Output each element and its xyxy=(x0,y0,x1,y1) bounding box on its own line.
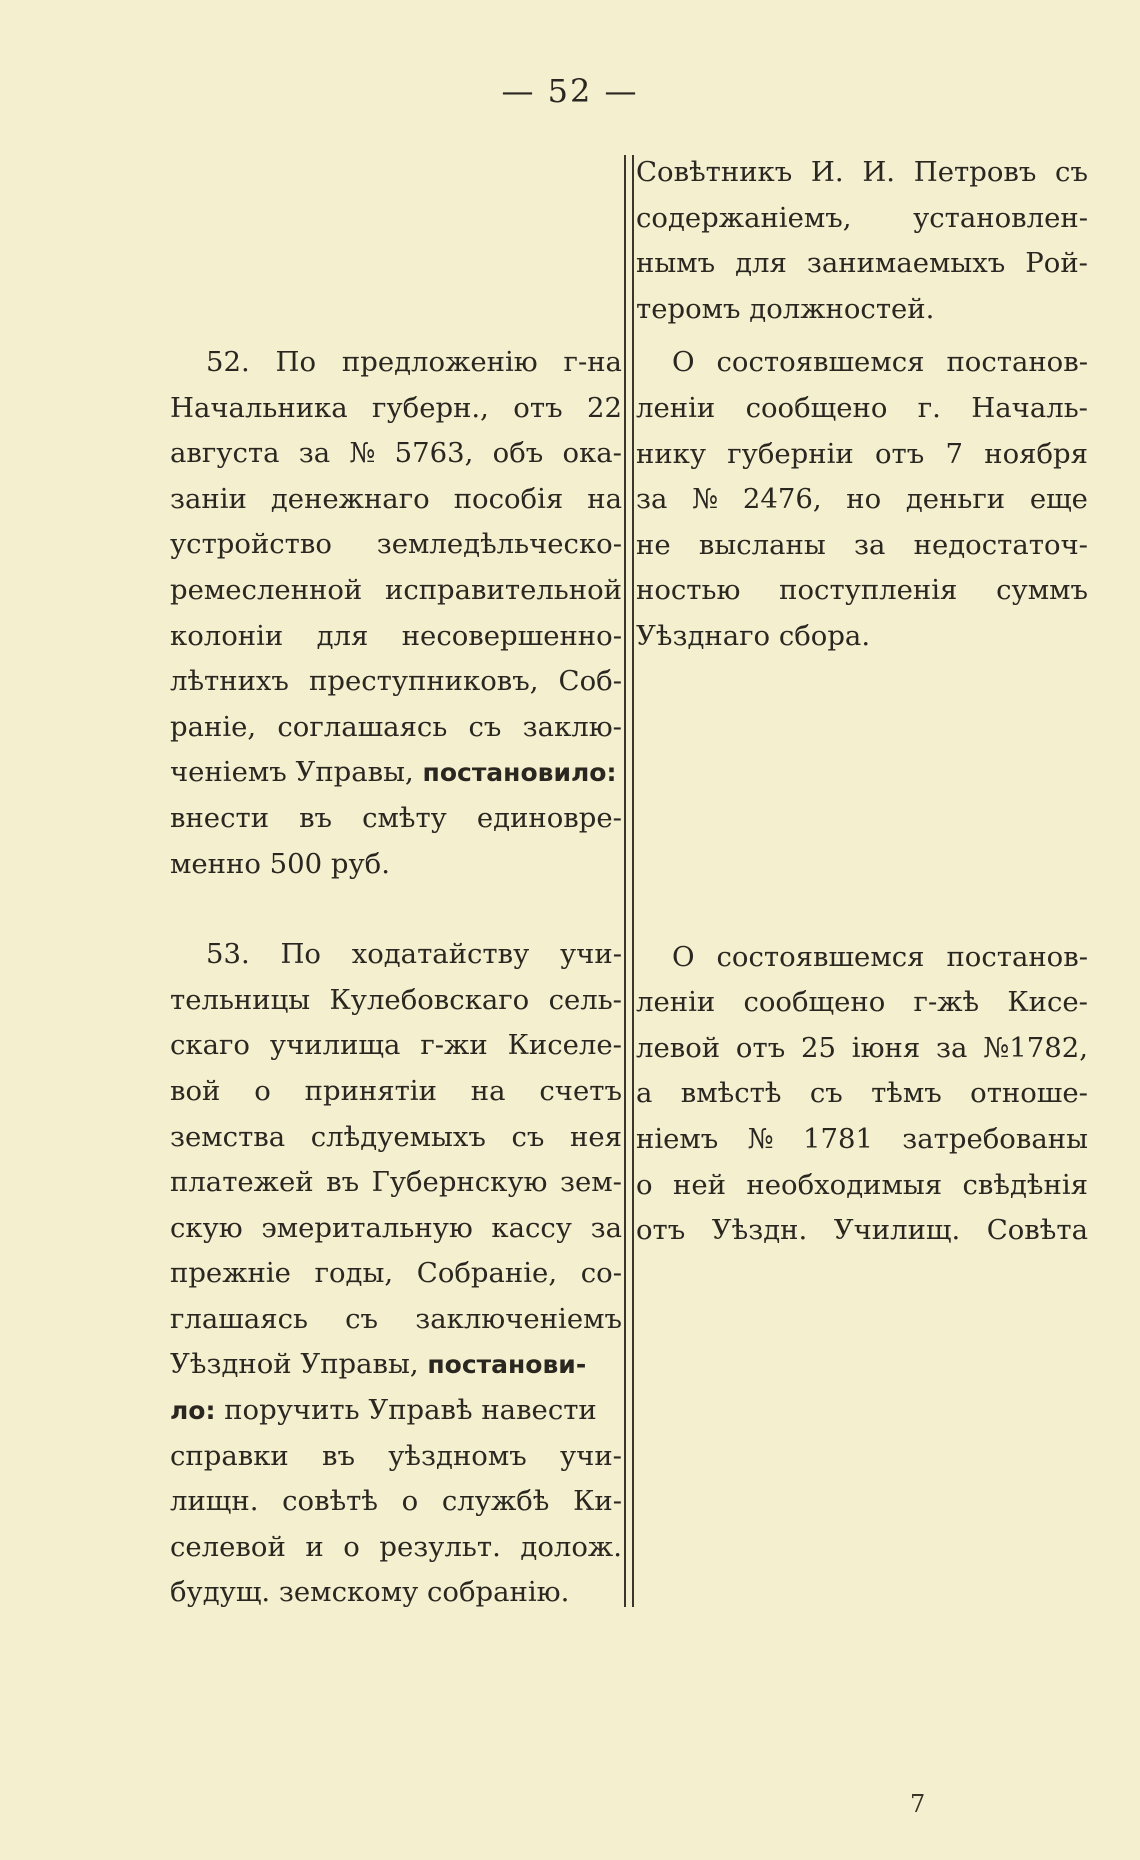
text-line: августа за № 5763, объ ока- xyxy=(170,437,622,470)
text-line: земства слѣдуемыхъ съ нея xyxy=(170,1120,622,1153)
text-line: леніи сообщено г. Началь- xyxy=(636,391,1088,424)
text-line: платежей въ Губернскую зем- xyxy=(170,1166,622,1199)
text-line: менно 500 руб. xyxy=(170,847,390,880)
text-line: а вмѣстѣ съ тѣмъ отноше- xyxy=(636,1077,1088,1110)
resolution-word: постановило: xyxy=(422,758,617,788)
continuation-text xyxy=(636,150,1088,332)
text-line: раніе, соглашаясь съ заклю- xyxy=(170,710,622,743)
text-line: 53. По ходатайству учи- xyxy=(206,938,622,971)
text-line: будущ. земскому собранію. xyxy=(170,1576,570,1609)
text-line: ремесленной исправительной xyxy=(170,573,622,606)
text-line: справки въ уѣздномъ учи- xyxy=(170,1439,622,1472)
text-line: не высланы за недостаточ- xyxy=(636,528,1088,561)
right-column xyxy=(636,150,1088,1254)
text-line: О состоявшемся постанов- xyxy=(672,940,1088,973)
text-line: ностью поступленія суммъ xyxy=(636,574,1088,607)
item-52 xyxy=(170,340,622,887)
left-column xyxy=(170,150,622,1616)
resolution-word: постанови- xyxy=(427,1350,587,1380)
text-line: Уѣздной Управы, постанови- xyxy=(170,1348,587,1381)
text-line: нику губерніи отъ 7 ноября xyxy=(636,437,1088,470)
text-line: теромъ должностей. xyxy=(636,292,935,325)
column-divider-left xyxy=(624,155,626,1607)
text-line: внести въ смѣту единовре- xyxy=(170,801,622,834)
text-line: нымъ для занимаемыхъ Рой- xyxy=(636,247,1088,280)
text-line: Уѣзднаго сбора. xyxy=(636,619,871,652)
text-line: левой отъ 25 іюня за №1782, xyxy=(636,1031,1088,1064)
text-line: глашаясь съ заключеніемъ xyxy=(170,1302,622,1335)
column-divider-right xyxy=(632,155,634,1607)
text-line: 52. По предложенію г-на xyxy=(206,346,622,378)
text-line: лищн. совѣтѣ о службѣ Ки- xyxy=(170,1485,622,1518)
text-line: заніи денежнаго пособія на xyxy=(170,482,622,515)
text-line: О состоявшемся постанов- xyxy=(672,346,1088,379)
text-line: скаго училища г-жи Киселе- xyxy=(170,1029,622,1062)
text-line: Совѣтникъ И. И. Петровъ съ xyxy=(636,156,1088,188)
text-line: ченіемъ Управы, постановило: xyxy=(170,756,617,789)
text-line: леніи сообщено г-жѣ Кисе- xyxy=(636,986,1088,1019)
page-number: — 52 — xyxy=(501,72,639,110)
text-line: прежніе годы, Собраніе, со- xyxy=(170,1257,622,1290)
text-line: Начальника губерн., отъ 22 xyxy=(170,391,622,424)
text-line: скую эмеритальную кассу за xyxy=(170,1211,622,1244)
text-line: за № 2476, но деньги еще xyxy=(636,483,1088,516)
text-line: устройство земледѣльческо- xyxy=(170,528,622,561)
text-line: ніемъ № 1781 затребованы xyxy=(636,1122,1088,1155)
text-line: содержаніемъ, установлен- xyxy=(636,201,1088,234)
text-line: колоніи для несовершенно- xyxy=(170,619,622,652)
text-line: лѣтнихъ преступниковъ, Соб- xyxy=(170,665,622,698)
text-line: о ней необходимыя свѣдѣнія xyxy=(636,1168,1088,1201)
text-line: селевой и о результ. долож. xyxy=(170,1530,622,1563)
resolution-word: ло: xyxy=(170,1396,216,1426)
signature-mark: 7 xyxy=(910,1790,926,1818)
item-53 xyxy=(170,932,622,1616)
note-52 xyxy=(636,340,1088,659)
text-line: тельницы Кулебовскаго сель- xyxy=(170,983,622,1016)
note-53 xyxy=(636,935,1088,1254)
text-line: вой о принятіи на счетъ xyxy=(170,1074,622,1107)
text-line: отъ Уѣздн. Училищ. Совѣта xyxy=(636,1214,1088,1247)
text-line: ло: поручить Управѣ навести xyxy=(170,1394,597,1427)
